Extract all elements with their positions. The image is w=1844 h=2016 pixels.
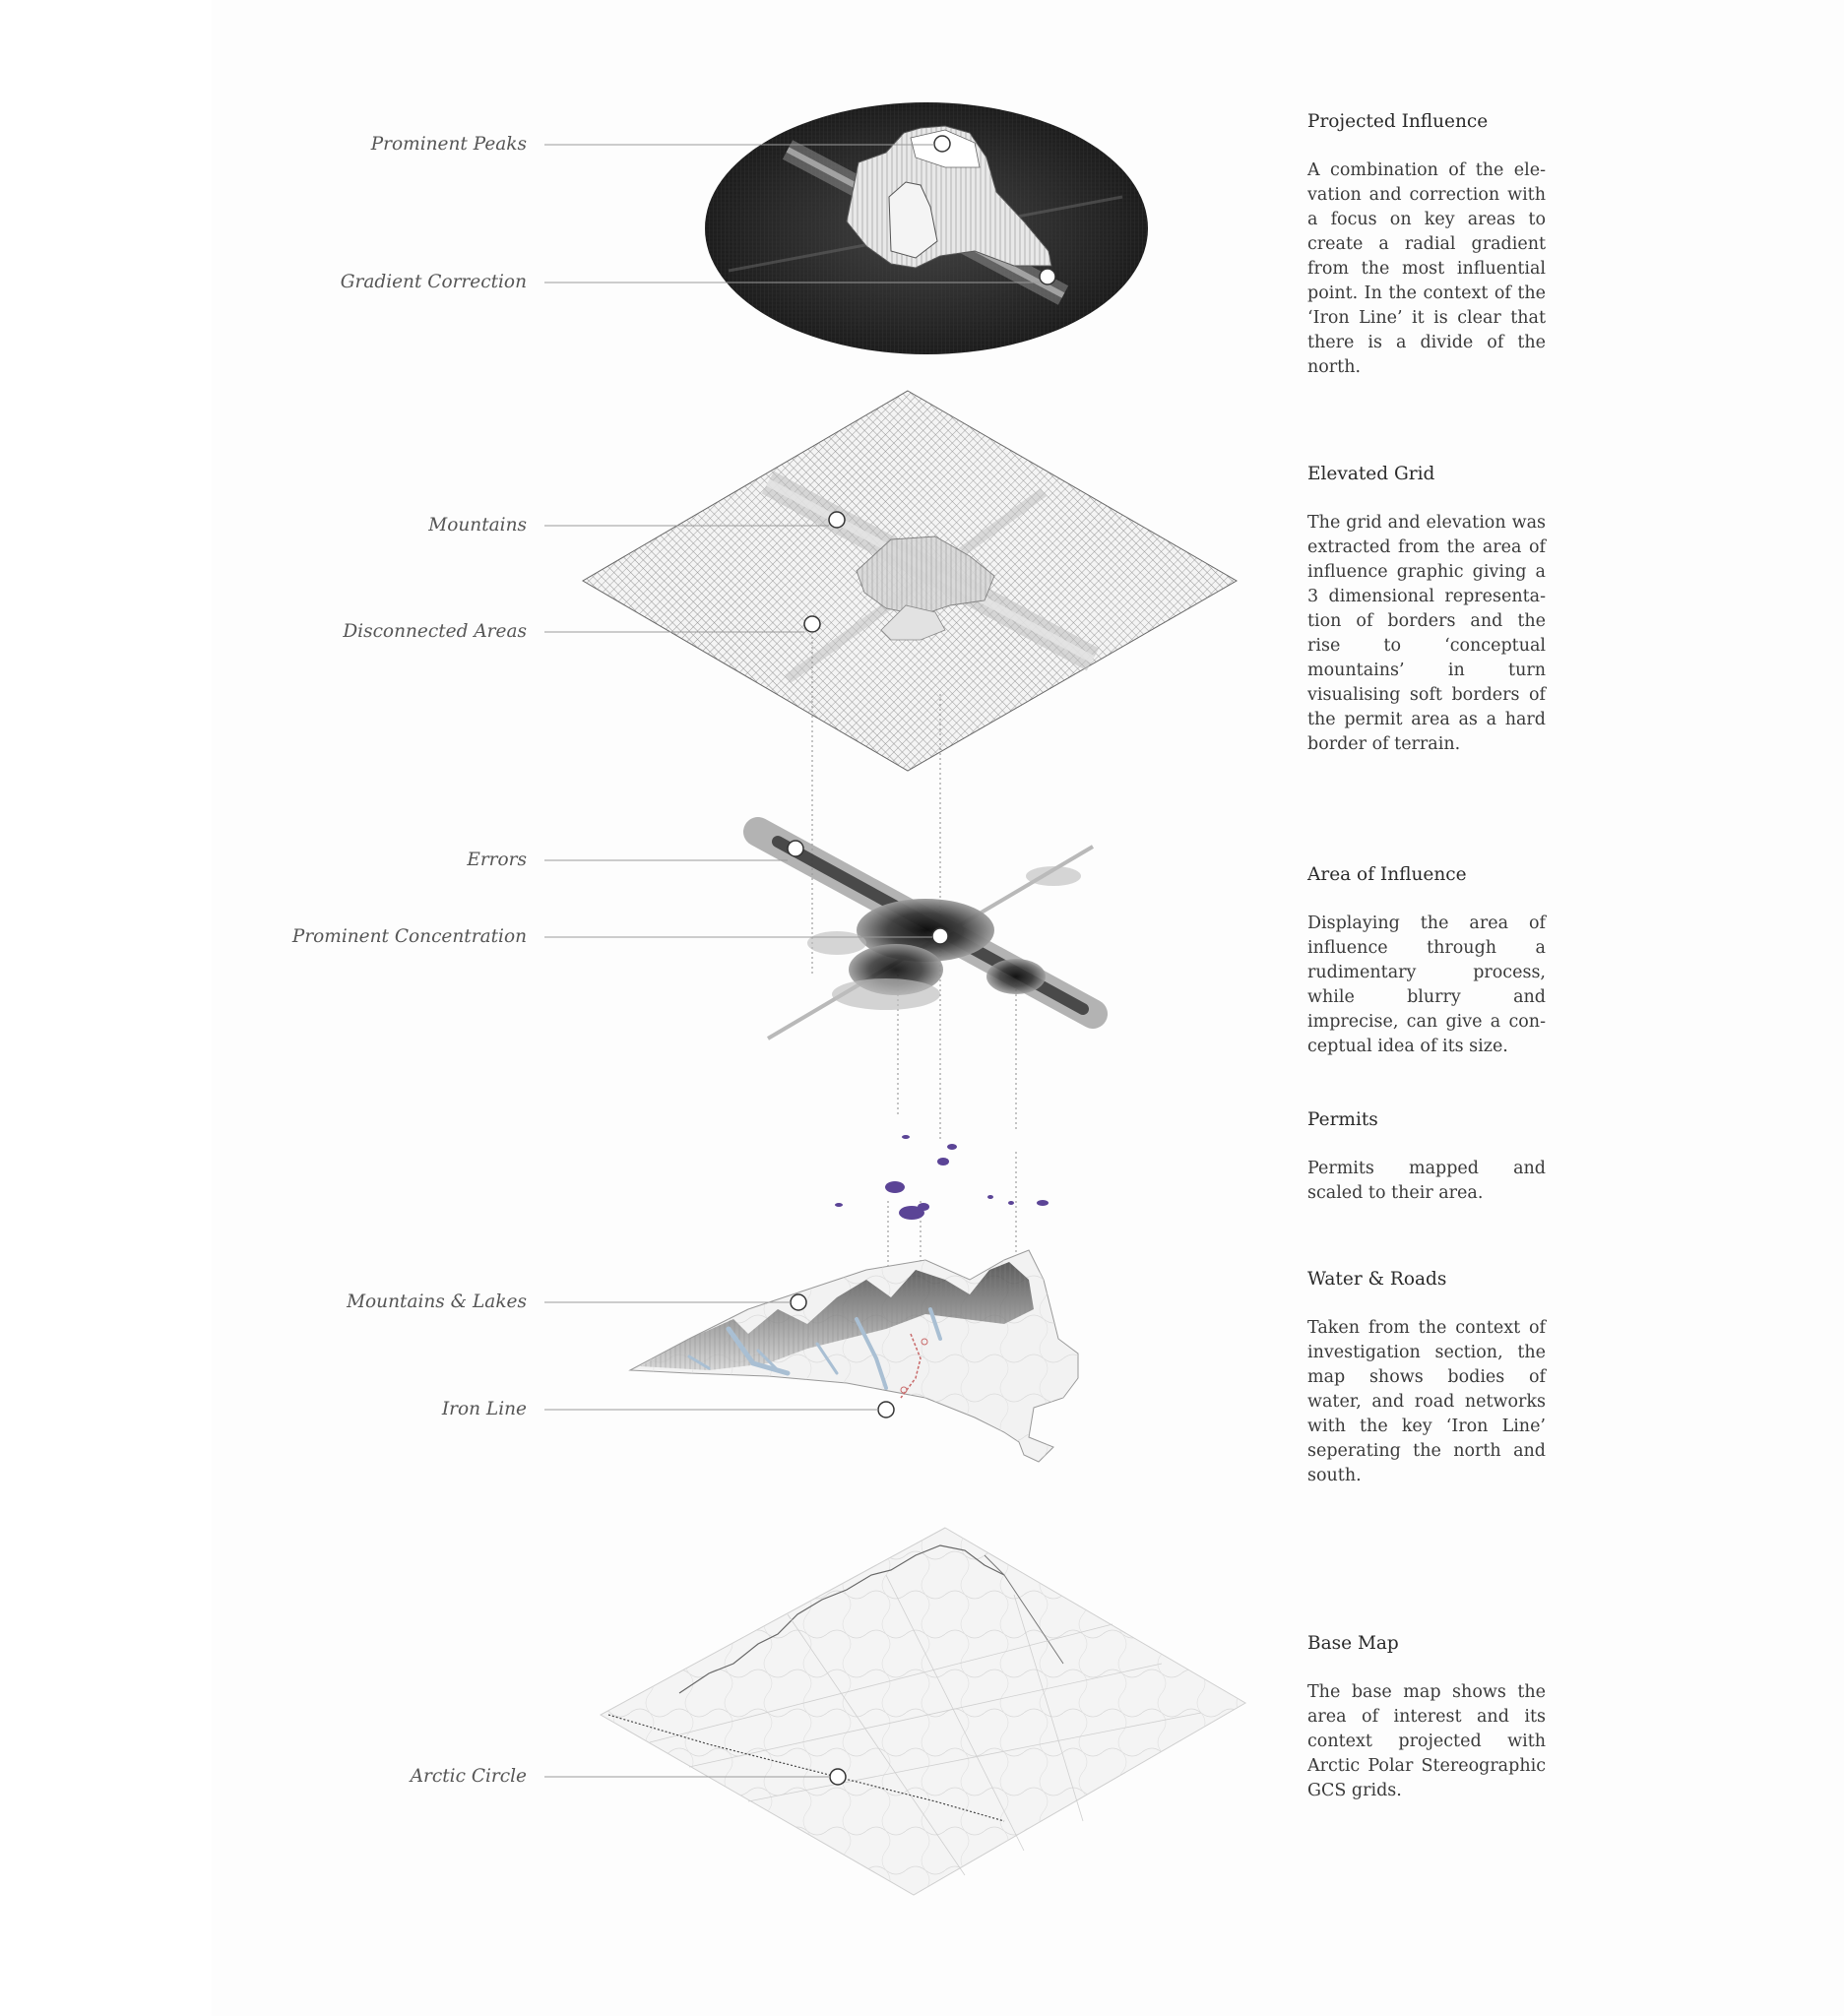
section-body-elevated-grid: The grid and elevation was extracted from the area of influence graphic giving a 3 dimensional representation of borders and the rise to ‘conceptual mountains’ in turn visualising soft borders of the permit area as a hard border of terrain. bbox=[1307, 513, 1546, 754]
callout-gradient-correction: Gradient Correction bbox=[340, 272, 527, 292]
permit-dot bbox=[835, 1203, 843, 1207]
section-title-base-map: Base Map bbox=[1307, 1633, 1399, 1654]
prominent-peaks-marker bbox=[934, 136, 950, 152]
permit-dot bbox=[987, 1195, 993, 1199]
water-roads-layer bbox=[630, 1250, 1078, 1462]
permit-dot bbox=[1037, 1200, 1049, 1206]
section-title-elevated-grid: Elevated Grid bbox=[1307, 464, 1435, 484]
section-body-base-map: The base map shows the area of interest and its context projected with Arctic Polar Stereographic GCS grids. bbox=[1307, 1682, 1546, 1800]
disconnected-areas-marker bbox=[804, 616, 820, 632]
section-title-projected-influence: Projected Influence bbox=[1307, 111, 1489, 132]
permit-dot bbox=[947, 1144, 957, 1150]
permit-dot bbox=[937, 1158, 949, 1166]
section-body-projected-influence: A combination of the elevation and correction with a focus on key areas to create a radial gradient from the most influential point. In the context of the ‘Iron Line’ it is clear that there is a divide of the north. bbox=[1307, 160, 1546, 377]
section-title-water-roads: Water & Roads bbox=[1307, 1269, 1447, 1290]
callout-arctic-circle: Arctic Circle bbox=[410, 1766, 527, 1787]
arctic-circle-marker bbox=[830, 1769, 846, 1785]
permit-dot bbox=[1008, 1201, 1014, 1205]
projected-influence-layer bbox=[705, 102, 1148, 354]
section-body-water-roads: Taken from the context of investigation section, the map shows bodies of water, and road networks with the key ‘Iron Line’ seperating the north and south. bbox=[1307, 1318, 1546, 1485]
errors-marker bbox=[788, 841, 803, 856]
mountains-lakes-marker bbox=[791, 1294, 806, 1310]
area-of-influence-layer bbox=[758, 832, 1093, 1039]
iron-line-marker bbox=[878, 1402, 894, 1418]
section-title-area-of-influence: Area of Influence bbox=[1307, 864, 1467, 885]
callout-prominent-peaks: Prominent Peaks bbox=[370, 134, 527, 155]
section-body-area-of-influence: Displaying the area of influence through a rudimentary process, while blurry and imprecise, can give a conceptual idea of its size. bbox=[1307, 914, 1546, 1056]
permit-dot bbox=[918, 1203, 929, 1211]
callout-iron-line: Iron Line bbox=[441, 1399, 527, 1419]
mountains-marker bbox=[829, 512, 845, 528]
callout-mountains-lakes: Mountains & Lakes bbox=[347, 1292, 527, 1312]
callout-prominent-concentration: Prominent Concentration bbox=[291, 926, 527, 947]
callout-mountains: Mountains bbox=[428, 515, 527, 536]
base-map-layer bbox=[601, 1528, 1245, 1895]
section-title-permits: Permits bbox=[1307, 1109, 1378, 1130]
gradient-correction-marker bbox=[1040, 269, 1055, 284]
callout-errors: Errors bbox=[467, 850, 527, 870]
elevated-grid-layer bbox=[583, 391, 1237, 771]
permit-dot bbox=[885, 1181, 905, 1193]
prominent-concentration-marker bbox=[932, 928, 948, 944]
section-body-permits: Permits mapped and scaled to their area. bbox=[1307, 1159, 1546, 1203]
permit-dot bbox=[902, 1135, 910, 1139]
callout-disconnected-areas: Disconnected Areas bbox=[343, 621, 527, 642]
